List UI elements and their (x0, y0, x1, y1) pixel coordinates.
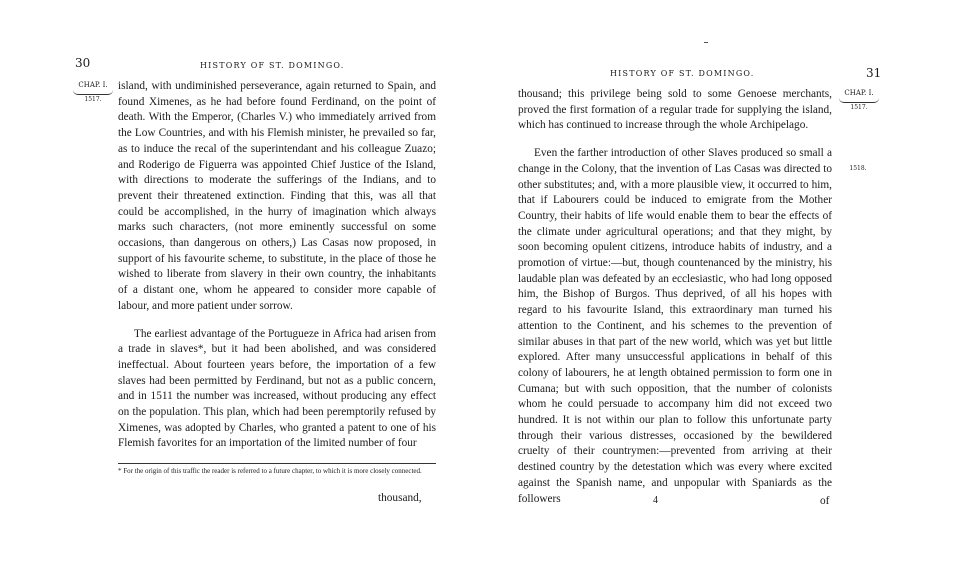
paragraph: island, with undiminished perseverance, again returned to Spain, and found Ximenes, as he had before found Ferdinand, on the point of death. With the Emperor, (Charles V.) who immediately arrived from the Low Countries, and with his Flemish minister, he prevailed so far, as to induce the recal of the superintendant and his colleague Zuazo; and Roderigo de Figuerra was appointed Chief Justice of the Island, with directions to moderate the sufferings of the Indians, and to prevent their threatened extinction. Finding that this, was all that could be accomplished, in the hurry of imagination which always marks such characters, (not more eminently successful on some occasions, than dangerous on others,) Las Casas now proposed, in support of his favourite scheme, to substitute, in the place of those he wished to liberate from slavery in their own country, the inhabitants of a distant one, whom he appeared to consider more capable of labour, and more patient under sorrow. (118, 80, 436, 312)
year-label: 1517. (850, 104, 868, 111)
catchword: of (820, 495, 830, 507)
chapter-label: CHAP. I. (844, 89, 874, 97)
paragraph: Even the farther introduction of other Slaves produced so small a change in the Colony, that the invention of Las Casas was directed to other substitutes; and, with a more plausible view, it occurred to him, that if Labourers could be induced to emigrate from the Mother Country, their habits of life would enable them to bear the effects of the climate under agricultural operations; and that they might, by soon becoming opulent citizens, introduce habits of industry, and a promotion of virtue:—but, though countenanced by the ministry, his laudable plan was defeated by an ecclesiastic, who had long opposed him, the Bishop of Burgos. Thus deprived, of all his hopes with regard to his favourite Island, this extraordinary man turned his attention to the Continent, and his schemes to the prevention of similar abuses in that part of the new world, which was yet but little explored. After many unsuccessful applications in behalf of this colony of labourers, he at length obtained permission to form one in Cumana; but with such opposition, that the number of colonists whom he could persuade to accompany him did not exceed two hundred. It is not within our plan to follow this unfortunate party through their various distresses, occasioned by the bewildered cruelty of their countrymen:—prevented from arriving at their destined country by the detestation which was every where excited against the Spanish name, and unpopular with Spaniards as the followers (518, 147, 832, 505)
left-page (0, 0, 480, 580)
body-text (518, 87, 832, 507)
running-head: HISTORY OF ST. DOMINGO. (200, 61, 345, 70)
year-label: 1517. (84, 96, 102, 103)
page-number: 30 (75, 56, 91, 70)
chapter-label: CHAP. I. (78, 81, 108, 89)
running-head: HISTORY OF ST. DOMINGO. (610, 69, 755, 78)
ink-speck (704, 42, 708, 43)
signature-mark: 4 (653, 495, 658, 506)
footnote: * For the origin of this traffic the reader is referred to a future chapter, to which it is more closely connected. (118, 467, 422, 475)
page-number: 31 (866, 66, 882, 80)
year-label: 1518. (849, 165, 867, 172)
margin-note (70, 80, 116, 105)
catchword: thousand, (378, 492, 422, 504)
paragraph: thousand; this privilege being sold to some Genoese merchants, proved the first formation of a regular trade for supplying the island, which has continued to increase through the whole Archipelago. (518, 88, 832, 132)
paragraph: The earliest advantage of the Portugueze in Africa had arisen from a trade in slaves*, but it had been abolished, and was considered ineffectual. About fourteen years before, the importation of a few slaves had been permitted by Ferdinand, but not as a public concern, and in 1511 the number was increased, without producing any effect on the population. This plan, which had been peremptorily refused by Ximenes, was adopted by Charles, who granted a patent to one of his Flemish favorites for an importation of the limited number of four (118, 327, 436, 450)
right-page (490, 0, 980, 580)
margin-note-1518 (840, 164, 876, 174)
body-text (118, 79, 436, 452)
margin-note (836, 88, 882, 113)
footnote-rule (118, 463, 436, 464)
